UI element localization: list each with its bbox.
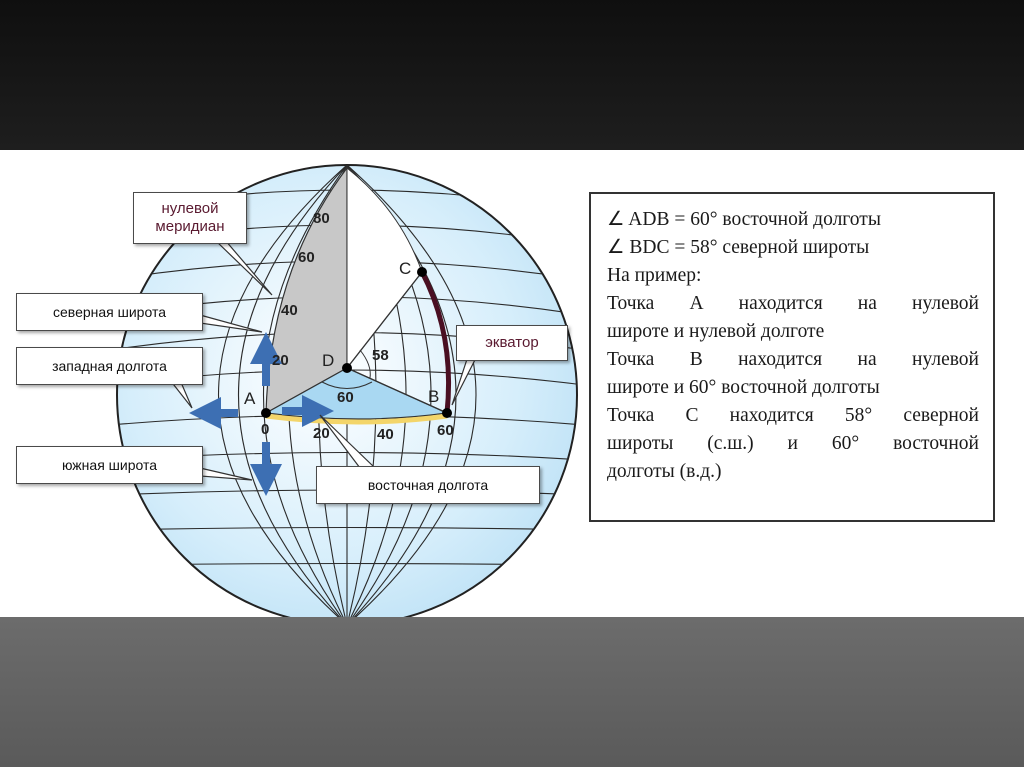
callout-west-longitude [16, 347, 203, 385]
angle-bdc-label: 58 [372, 347, 389, 364]
callout-equator [456, 325, 568, 361]
top-dark-band [0, 0, 1024, 150]
point-a [261, 408, 271, 418]
point-a-label: A [244, 389, 256, 408]
callout-north-latitude [16, 293, 203, 331]
bottom-gray-band [0, 617, 1024, 767]
info-line-5: широте и нулевой долготе [607, 321, 825, 342]
slide-content [0, 150, 1024, 617]
point-c-label: C [399, 259, 412, 278]
info-line-1: ∠ ADB = 60° восточной долготы [607, 209, 881, 230]
callout-zero-meridian [133, 192, 247, 244]
meridian-tick-20: 20 [272, 352, 289, 369]
callout-zero-meridian-line1: нулевой [161, 200, 219, 217]
equator-tick-20: 20 [313, 425, 330, 442]
callout-south-latitude-text: южная широта [61, 456, 158, 473]
callout-zero-meridian-line2: меридиан [155, 218, 225, 235]
point-b-label: B [428, 387, 440, 406]
point-c [417, 267, 427, 277]
callout-north-latitude-text: северная широта [53, 303, 166, 320]
equator-tick-40: 40 [377, 426, 394, 443]
callout-east-longitude [316, 466, 540, 504]
info-line-6: Точка В находится на нулевой [607, 349, 979, 370]
info-line-9: широты (с.ш.) и 60° восточной [607, 433, 979, 454]
callout-south-latitude [16, 446, 203, 484]
meridian-tick-80: 80 [313, 210, 330, 227]
info-line-2: ∠ BDC = 58° северной широты [607, 237, 870, 258]
callout-east-longitude-text: восточная долгота [367, 476, 489, 493]
info-line-10: долготы (в.д.) [607, 461, 722, 482]
info-line-7: широте и 60° восточной долготы [607, 377, 880, 398]
callout-west-longitude-text: западная долгота [52, 357, 167, 374]
info-line-4: Точка А находится на нулевой [607, 293, 979, 314]
info-line-8: Точка С находится 58° северной [607, 405, 979, 426]
info-box [589, 192, 995, 522]
point-b [442, 408, 452, 418]
point-d-label: D [322, 351, 335, 370]
meridian-tick-40: 40 [281, 302, 298, 319]
angle-adb-label: 60 [337, 389, 354, 406]
meridian-tick-0: 0 [261, 421, 270, 438]
equator-tick-60: 60 [437, 422, 454, 439]
meridian-tick-60: 60 [298, 249, 315, 266]
point-d [342, 363, 352, 373]
callout-equator-text: экватор [485, 334, 539, 351]
info-line-3: На пример: [607, 265, 702, 286]
